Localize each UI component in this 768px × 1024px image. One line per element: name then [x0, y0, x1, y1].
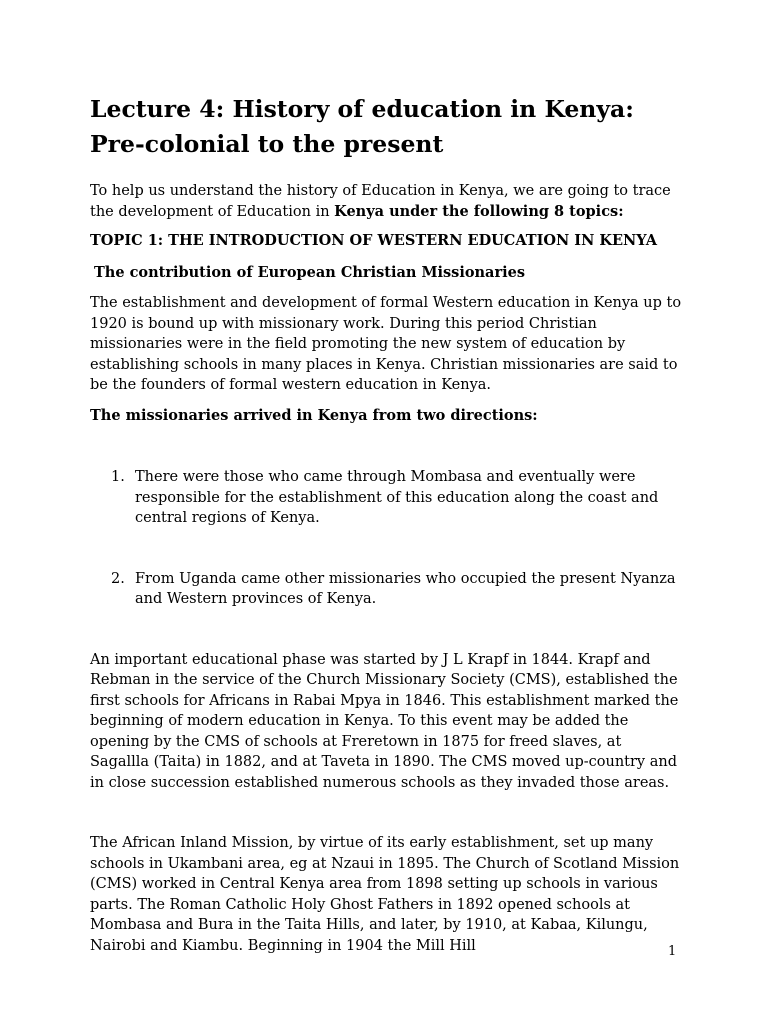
list-item-number: 1. — [111, 469, 125, 485]
intro-text: To help us understand the history of Education in Kenya, we are going to trace the development of Education in — [90, 183, 671, 220]
page-number: 1 — [668, 944, 677, 959]
intro-paragraph — [90, 181, 682, 222]
section-subheading: The contribution of European Christian Missionaries — [94, 263, 525, 281]
list-item-number: 2. — [111, 570, 125, 587]
page-title: Lecture 4: History of education in Kenya: Pre-colonial to the present — [90, 95, 634, 158]
topic-heading: TOPIC 1: THE INTRODUCTION OF WESTERN EDUCATION IN KENYA — [90, 232, 657, 249]
list-item-text: There were those who came through Mombasa and eventually were responsible for the establishment of this education along the coast and central regions of Kenya. — [135, 469, 659, 526]
paragraph-african-inland-mission: The African Inland Mission, by virtue of its early establishment, set up many schools in Ukambani area, eg at Nzaui in 1895. The Church of Scotland Mission (CMS) worked in Central Kenya area from 1898 setting up schools in various parts. The Roman Catholic Holy Ghost Fathers in 1892 opened schools at Mombasa and Bura in the Taita Hills, and later, by 1910, at Kabaa, Kilungu, Nairobi and Kiambu. Beginning in 1904 the Mill Hill — [90, 835, 680, 954]
document-body — [90, 92, 682, 956]
list-item-text: From Uganda came other missionaries who occupied the present Nyanza and Western provinces of Kenya. — [135, 570, 676, 607]
directions-heading: The missionaries arrived in Kenya from two directions: — [90, 406, 538, 424]
paragraph-missionary-work: The establishment and development of formal Western education in Kenya up to 1920 is bound up with missionary work. During this period Christian missionaries were in the field promoting the new system of education by establishing schools in many places in Kenya. Christian missionaries are said to be the founders of formal western education in Kenya. — [90, 295, 682, 393]
paragraph-krapf: An important educational phase was started by J L Krapf in 1844. Krapf and Rebman in the service of the Church Missionary Society (CMS), established the first schools for Africans in Rabai Mpya in 1846. This establishment marked the beginning of modern education in Kenya. To this event may be added the opening by the CMS of schools at Freretown in 1875 for freed slaves, at Sagallla (Taita) in 1882, and at Taveta in 1890. The CMS moved up-country and in close succession established numerous schools as they invaded those areas. — [90, 651, 679, 791]
list-item — [90, 569, 682, 610]
intro-bold-text: Kenya under the following 8 topics: — [334, 202, 624, 220]
list-item — [90, 467, 682, 529]
directions-list — [90, 467, 682, 610]
